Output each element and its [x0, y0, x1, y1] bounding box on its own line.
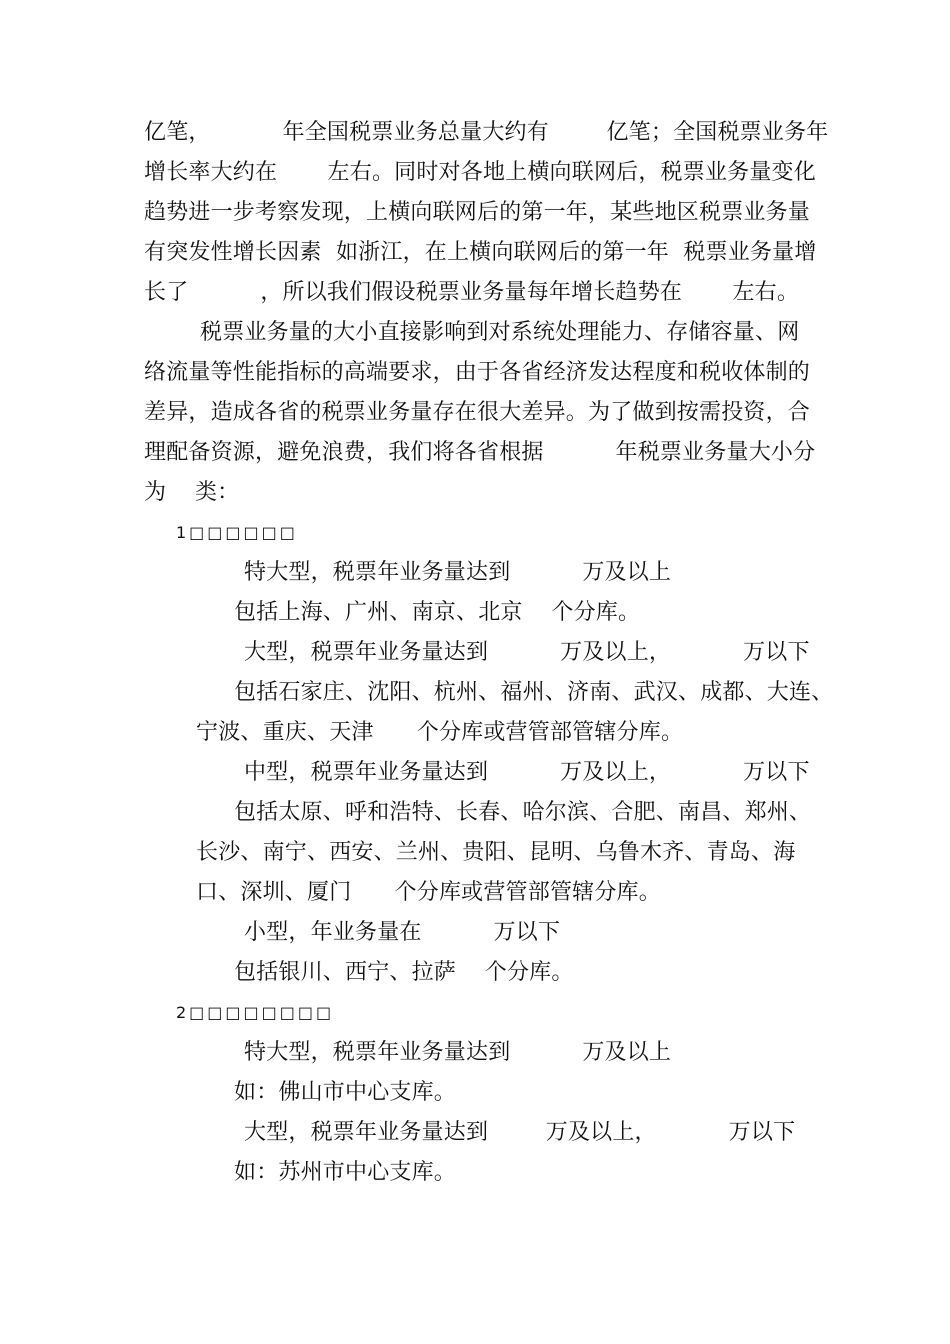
text-line: 增长率大约在 左右。同时对各地上横向联网后，税票业务量变化 — [144, 160, 816, 185]
category-members: 长沙、南宁、西安、兰州、贵阳、昆明、乌鲁木齐、青岛、海 — [196, 840, 796, 865]
category-large: 大型，税票年业务量达到 万及以上， 万以下 — [244, 640, 810, 665]
text-line: 差异，造成各省的税票业务量存在很大差异。为了做到按需投资，合 — [144, 400, 811, 425]
text-line: 络流量等性能指标的高端要求，由于各省经济发达程度和税收体制的 — [144, 360, 811, 385]
category-super-large: 特大型，税票年业务量达到 万及以上 — [244, 560, 672, 585]
text-line: 长了 ，所以我们假设税票业务量每年增长趋势在 左右。 — [144, 280, 800, 305]
category-small: 小型，年业务量在 万以下 — [244, 920, 561, 945]
category-members: 包括银川、西宁、拉萨 个分库。 — [234, 960, 574, 985]
text-line: 亿笔， 年全国税票业务总量大约有 亿笔；全国税票业务年 — [144, 120, 829, 145]
text-line: 税票业务量的大小直接影响到对系统处理能力、存储容量、网 — [200, 320, 800, 345]
text-line: 有突发性增长因素 如浙江，在上横向联网后的第一年 税票业务量增 — [144, 240, 817, 265]
category-large: 大型，税票年业务量达到 万及以上， 万以下 — [244, 1120, 796, 1145]
text-line: 趋势进一步考察发现，上横向联网后的第一年，某些地区税票业务量 — [144, 200, 811, 225]
category-members: 宁波、重庆、天津 个分库或营管部管辖分库。 — [196, 720, 684, 745]
section-heading: 2□□□□□□□□ — [176, 1003, 335, 1022]
category-super-large: 特大型，税票年业务量达到 万及以上 — [244, 1040, 672, 1065]
category-example: 如：苏州市中心支库。 — [234, 1160, 457, 1185]
text-line: 理配备资源，避免浪费，我们将各省根据 年税票业务量大小分 — [144, 440, 816, 465]
category-members: 包括太原、呼和浩特、长春、哈尔滨、合肥、南昌、郑州、 — [234, 800, 812, 825]
category-medium: 中型，税票年业务量达到 万及以上， 万以下 — [244, 760, 810, 785]
category-members: 包括上海、广州、南京、北京 个分库。 — [234, 600, 641, 625]
text-line: 为 类： — [144, 480, 240, 505]
category-example: 如：佛山市中心支库。 — [234, 1080, 457, 1105]
category-members: 口、深圳、厦门 个分库或营管部管辖分库。 — [196, 880, 661, 905]
category-members: 包括石家庄、沈阳、杭州、福州、济南、武汉、成都、大连、 — [234, 680, 834, 705]
section-heading: 1□□□□□□ — [176, 523, 298, 542]
